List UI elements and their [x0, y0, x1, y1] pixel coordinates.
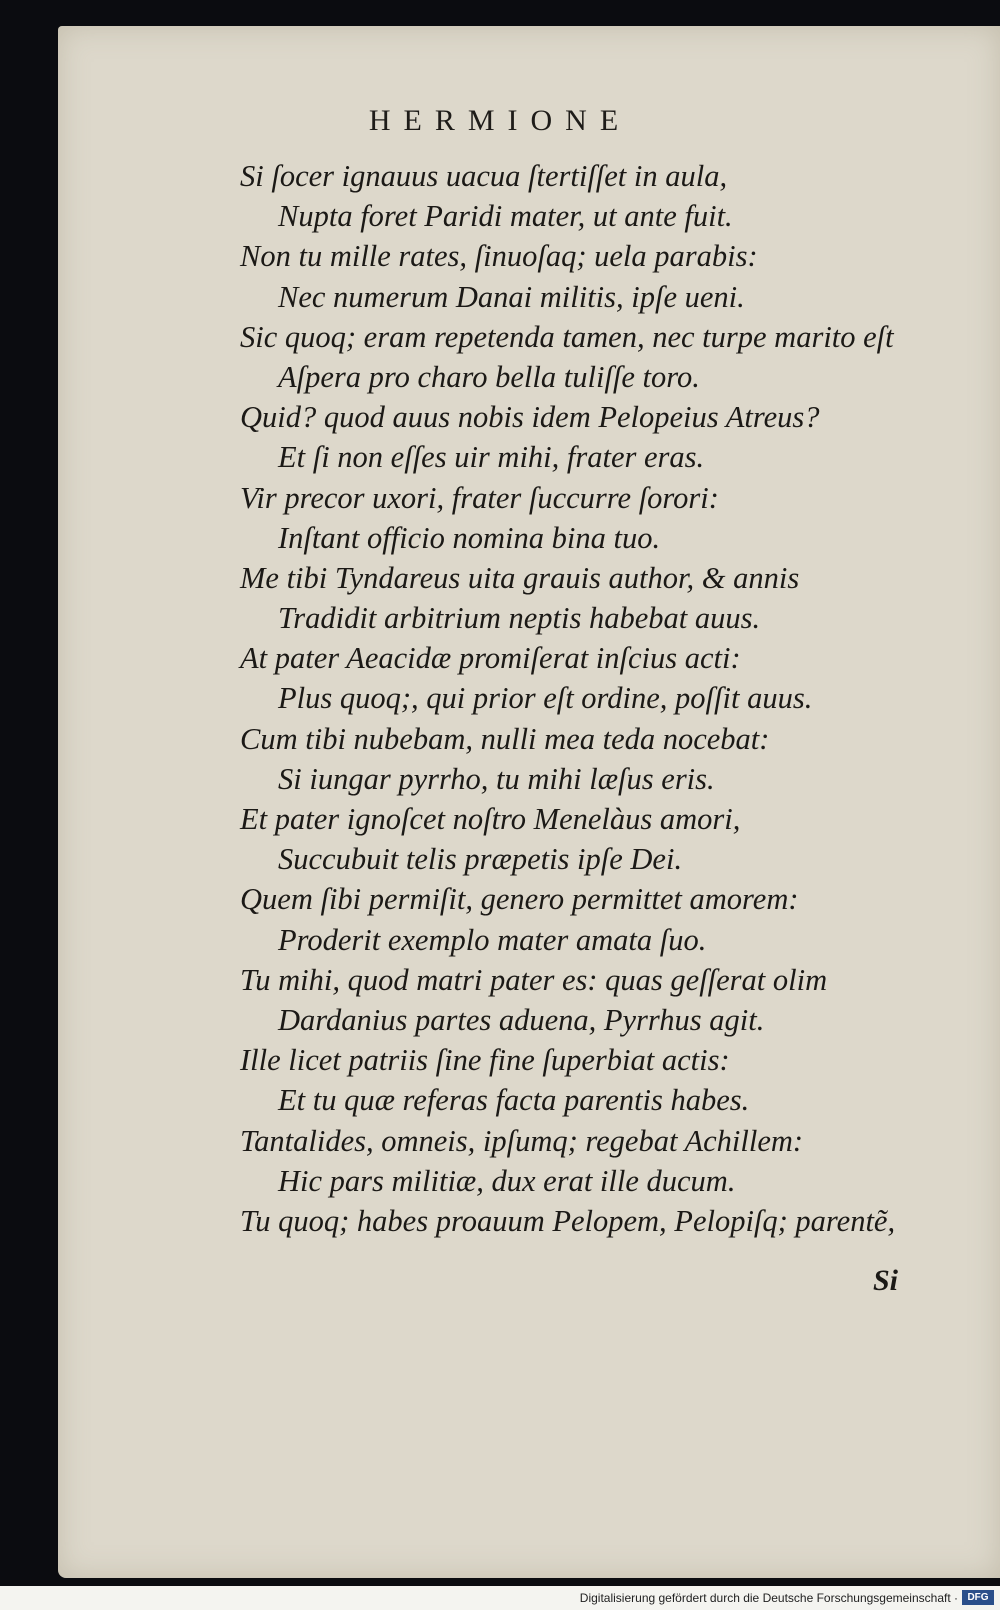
poem-line: Hic pars militiæ, dux erat ille ducum.: [278, 1163, 736, 1198]
poem-line: Tu mihi, quod matri pater es: quas geſſerat olim: [240, 962, 828, 997]
poem-line: Succubuit telis præpetis ipſe Dei.: [278, 842, 683, 877]
poem-line: Ille licet patriis ſine fine ſuperbiat actis:: [240, 1043, 730, 1078]
poem-line: Plus quoq;, qui prior eſt ordine, poſſit auus.: [278, 681, 813, 716]
running-header: HERMIONE: [368, 104, 632, 137]
poem-line: Et pater ignoſcet noſtro Menelàus amori,: [240, 802, 741, 836]
poem-line: Si ſocer ignauus uacua ſtertiſſet in aula,: [240, 159, 728, 193]
poem-line: Nec numerum Danai militis, ipſe ueni.: [278, 279, 745, 314]
poem-line: Quem ſibi permiſit, genero permittet amorem:: [240, 882, 799, 917]
poem-line: Non tu mille rates, ſinuoſaq; uela parabis:: [240, 239, 758, 274]
poem-line: Si iungar pyrrho, tu mihi læſus eris.: [278, 761, 715, 796]
poem-line: Sic quoq; eram repetenda tamen, nec turpe marito eſt: [240, 319, 894, 354]
show-through-text: [938, 166, 1000, 1416]
poem-line: Cum tibi nubebam, nulli mea teda nocebat:: [240, 721, 770, 756]
poem-line: Tantalides, omneis, ipſumq; regebat Achillem:: [240, 1123, 804, 1158]
poem-line: Me tibi Tyndareus uita grauis author, & annis: [240, 560, 800, 595]
poem-text: [240, 156, 920, 1241]
poem-line: Nupta foret Paridi mater, ut ante fuit.: [278, 199, 733, 234]
poem-line: At pater Aeacidæ promiſerat inſcius acti:: [240, 641, 741, 676]
poem-line: Tradidit arbitrium neptis habebat auus.: [278, 601, 761, 636]
poem-line: Inſtant officio nomina bina tuo.: [278, 520, 661, 555]
poem-line: Quid? quod auus nobis idem Pelopeius Atreus?: [240, 400, 820, 435]
poem-line: Et ſi non eſſes uir mihi, frater eras.: [278, 440, 705, 475]
footer-bar: [0, 1586, 1000, 1610]
catchword: Si: [872, 1264, 898, 1297]
poem-line: Et tu quæ referas facta parentis habes.: [278, 1083, 750, 1118]
poem-line: Proderit exemplo mater amata ſuo.: [278, 922, 707, 957]
dfg-logo: DFG: [962, 1590, 994, 1605]
poem-line: Dardanius partes aduena, Pyrrhus agit.: [278, 1002, 765, 1037]
poem-line: Aſpera pro charo bella tuliſſe toro.: [278, 359, 700, 394]
poem-line: Tu quoq; habes proauum Pelopem, Pelopiſq; parentẽ,: [240, 1203, 896, 1238]
poem-line: Vir precor uxori, frater ſuccurre ſorori:: [240, 480, 719, 515]
footer-credit: Digitalisierung gefördert durch die Deutsche Forschungsgemeinschaft ·: [579, 1591, 958, 1605]
